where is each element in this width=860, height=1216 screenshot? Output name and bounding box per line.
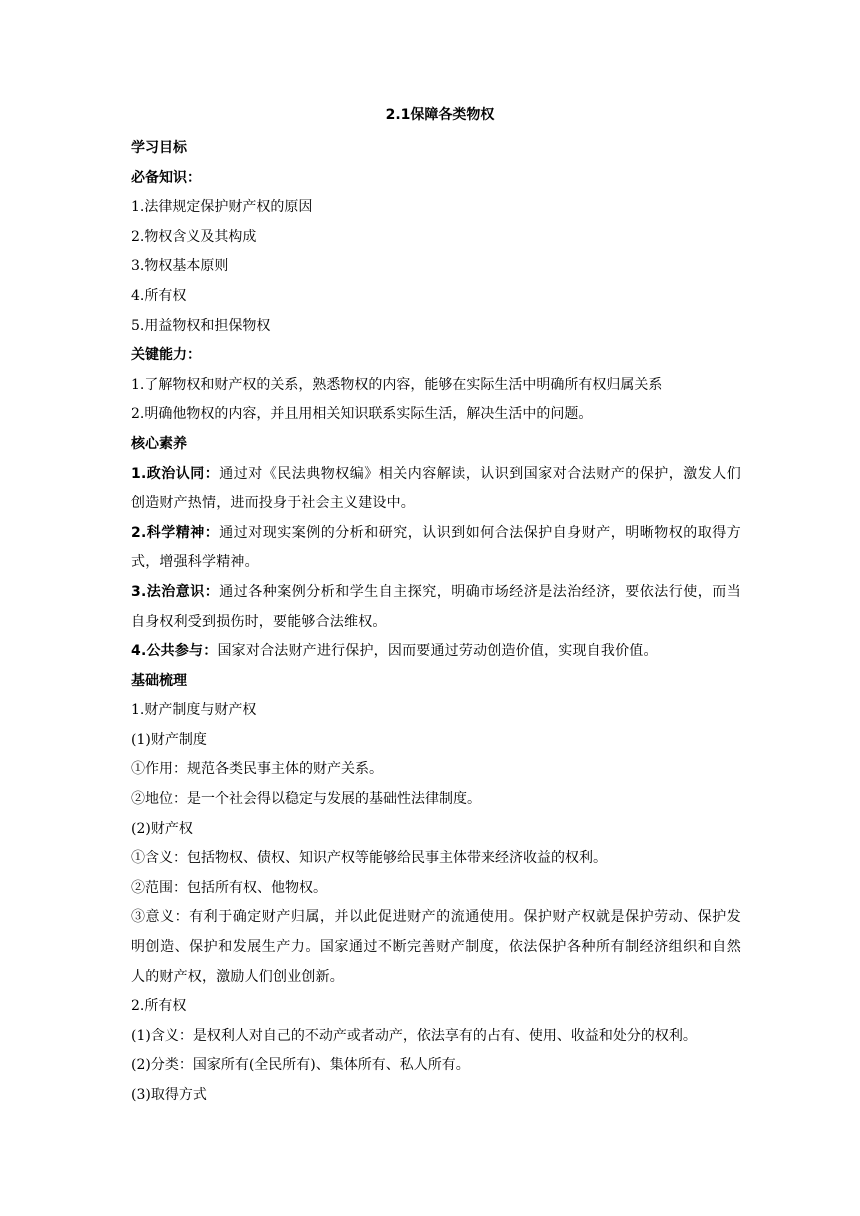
core-literacy-item	[131, 519, 741, 578]
key-ability-item: 1.了解物权和财产权的关系，熟悉物权的内容，能够在实际生活中明确所有权归属关系	[131, 376, 663, 393]
key-ability-item: 2.明确他物权的内容，并且用相关知识联系实际生活，解决生活中的问题。	[131, 406, 593, 423]
core-literacy-text: 国家对合法财产进行保护，因而要通过劳动创造价值，实现自我价值。	[217, 643, 658, 660]
core-literacy-text: 通过对现实案例的分析和研究，认识到如何合法保护自身财产，明晰物权的取得方式，增强科学精神。	[131, 524, 741, 571]
subsection-title: (2)财产权	[131, 820, 193, 837]
key-abilities-heading: 关键能力：	[131, 347, 201, 364]
required-knowledge-item: 1.法律规定保护财产权的原因	[131, 199, 313, 216]
list-item: ①含义：包括物权、债权、知识产权等能够给民事主体带来经济收益的权利。	[131, 850, 607, 867]
list-item: (3)取得方式	[131, 1087, 207, 1103]
required-knowledge-item: 2.物权含义及其构成	[131, 228, 257, 245]
core-literacy-item	[131, 460, 741, 519]
core-literacy-item	[131, 578, 741, 637]
list-item: (2)分类：国家所有(全民所有)、集体所有、私人所有。	[131, 1057, 470, 1074]
core-literacy-label: 4.公共参与：	[131, 643, 218, 660]
list-item: (1)含义：是权利人对自己的不动产或者动产，依法享有的占有、使用、收益和处分的权利。	[131, 1027, 697, 1044]
core-literacy-text: 通过各种案例分析和学生自主探究，明确市场经济是法治经济，要依法行使，而当自身权利受到损伤时，要能够合法维权。	[131, 583, 741, 630]
document-page	[131, 104, 741, 1111]
list-item: ①作用：规范各类民事主体的财产关系。	[131, 761, 383, 778]
section-title: 2.所有权	[131, 998, 187, 1015]
list-item: ②地位：是一个社会得以稳定与发展的基础性法律制度。	[131, 791, 481, 808]
core-literacy-item	[131, 637, 741, 667]
required-knowledge-item: 5.用益物权和担保物权	[131, 317, 271, 334]
list-item: ②范围：包括所有权、他物权。	[131, 879, 327, 896]
required-knowledge-item: 3.物权基本原则	[131, 258, 229, 275]
section-title: 1.财产制度与财产权	[131, 702, 257, 719]
list-item: ③意义：有利于确定财产归属，并以此促进财产的流通使用。保护财产权就是保护劳动、保护发明创造、保护和发展生产力。国家通过不断完善财产制度，依法保护各种所有制经济组织和自然人的财产权，激励人们创业创新。	[131, 909, 741, 985]
required-knowledge-item: 4.所有权	[131, 287, 187, 304]
learning-goals-heading: 学习目标	[131, 140, 187, 156]
subsection-title: (1)财产制度	[131, 731, 207, 748]
required-knowledge-heading: 必备知识：	[131, 169, 201, 186]
core-literacy-heading: 核心素养	[131, 435, 187, 452]
core-literacy-label: 2.科学精神：	[131, 524, 220, 541]
basics-heading: 基础梳理	[131, 672, 187, 689]
core-literacy-label: 3.法治意识：	[131, 583, 220, 600]
core-literacy-text: 通过对《民法典物权编》相关内容解读，认识到国家对合法财产的保护，激发人们创造财产热情，进而投身于社会主义建设中。	[131, 465, 741, 512]
document-title: 2.1保障各类物权	[385, 107, 495, 123]
core-literacy-label: 1.政治认同：	[131, 465, 220, 482]
